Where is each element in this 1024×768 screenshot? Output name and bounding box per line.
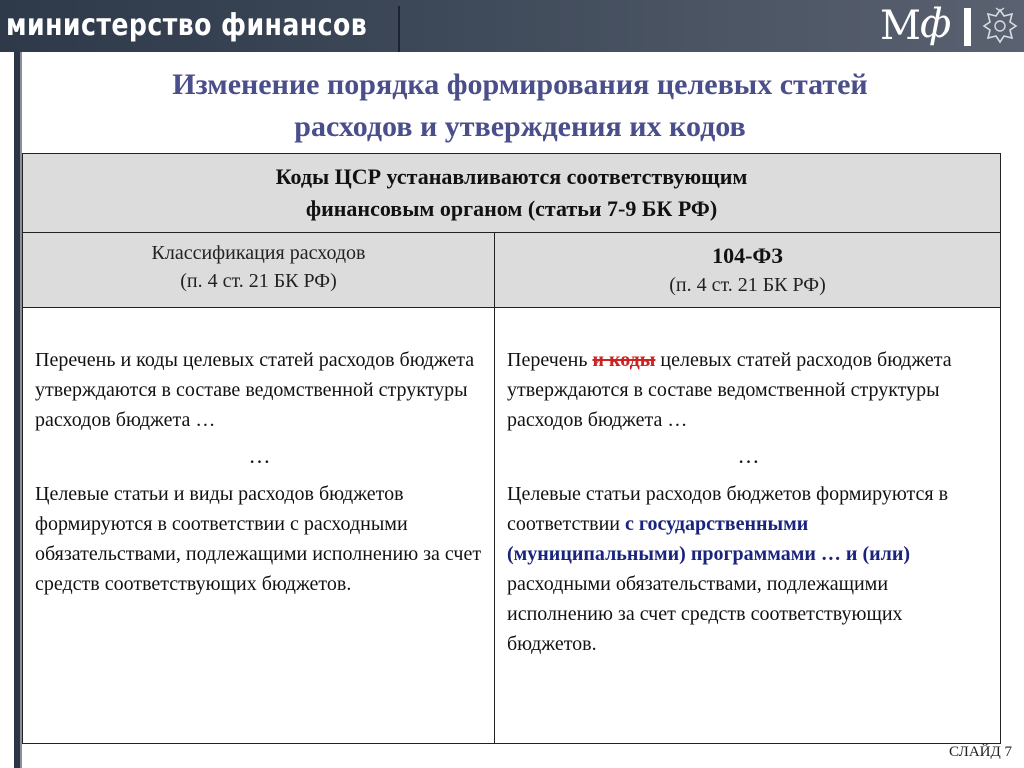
table-heading-cell — [23, 154, 1001, 233]
right-para2-end: расходными обязательствами, подлежащими исполнению за счет средств соответствующих бюджетов. — [507, 573, 903, 655]
left-paragraph-2: Целевые статьи и виды расходов бюджетов формируются в соответствии с расходными обязательствами, подлежащими исполнению за счет средств соответствующих бюджетов. — [35, 483, 482, 595]
left-column-header — [23, 233, 495, 308]
right-header-line2: (п. 4 ст. 21 БК РФ) — [669, 274, 826, 296]
slide-title — [40, 64, 1000, 148]
left-header-line2: (п. 4 ст. 21 БК РФ) — [180, 270, 337, 292]
slide-number: СЛАЙД 7 — [949, 744, 1012, 760]
comparison-table — [22, 153, 1000, 744]
table-body-row — [23, 308, 1001, 744]
left-paragraph-1: Перечень и коды целевых статей расходов бюджета утверждаются в составе ведомственной структуры расходов бюджета … — [35, 349, 475, 431]
coat-of-arms-icon — [982, 6, 1018, 46]
org-name: министерство финансов — [6, 8, 368, 43]
right-paragraph-2 — [507, 479, 990, 659]
emphasized-programs-text: с государственными (муниципальными) программами … и (или) — [507, 513, 911, 565]
left-header-line1: Классификация расходов — [151, 242, 366, 264]
right-ellipsis: … — [737, 443, 760, 468]
slide-title-line1: Изменение порядка формирования целевых статей — [172, 68, 868, 101]
right-body-cell — [495, 308, 1001, 744]
table-heading-row — [23, 154, 1001, 233]
right-para2-start: Целевые статьи расходов бюджетов формируются в соответствии — [507, 483, 949, 535]
left-ellipsis: … — [248, 443, 271, 468]
logo-letter-f: ф — [920, 1, 952, 47]
right-header-line1: 104-ФЗ — [712, 243, 783, 268]
header-divider — [398, 6, 400, 52]
table-heading-line2: финансовым органом (статьи 7-9 БК РФ) — [305, 196, 718, 221]
right-para1-start: Перечень — [507, 349, 593, 371]
slide-title-line2: расходов и утверждения их кодов — [294, 110, 746, 143]
logo-letter-m: М — [880, 3, 921, 49]
right-column-header — [495, 233, 1001, 308]
header-bar — [0, 0, 1024, 52]
struck-out-text: и коды — [592, 349, 656, 371]
ministry-logo — [880, 1, 976, 49]
left-body-cell — [23, 308, 495, 744]
right-para1-end: целевых статей расходов бюджета утверждаются в составе ведомственной структуры расходов бюджета … — [507, 349, 952, 431]
table-column-header-row — [23, 233, 1001, 308]
table-heading-line1: Коды ЦСР устанавливаются соответствующим — [275, 164, 748, 189]
logo-bar — [964, 8, 971, 46]
right-paragraph-1 — [507, 345, 990, 435]
comparison-table-grid — [22, 153, 1001, 744]
